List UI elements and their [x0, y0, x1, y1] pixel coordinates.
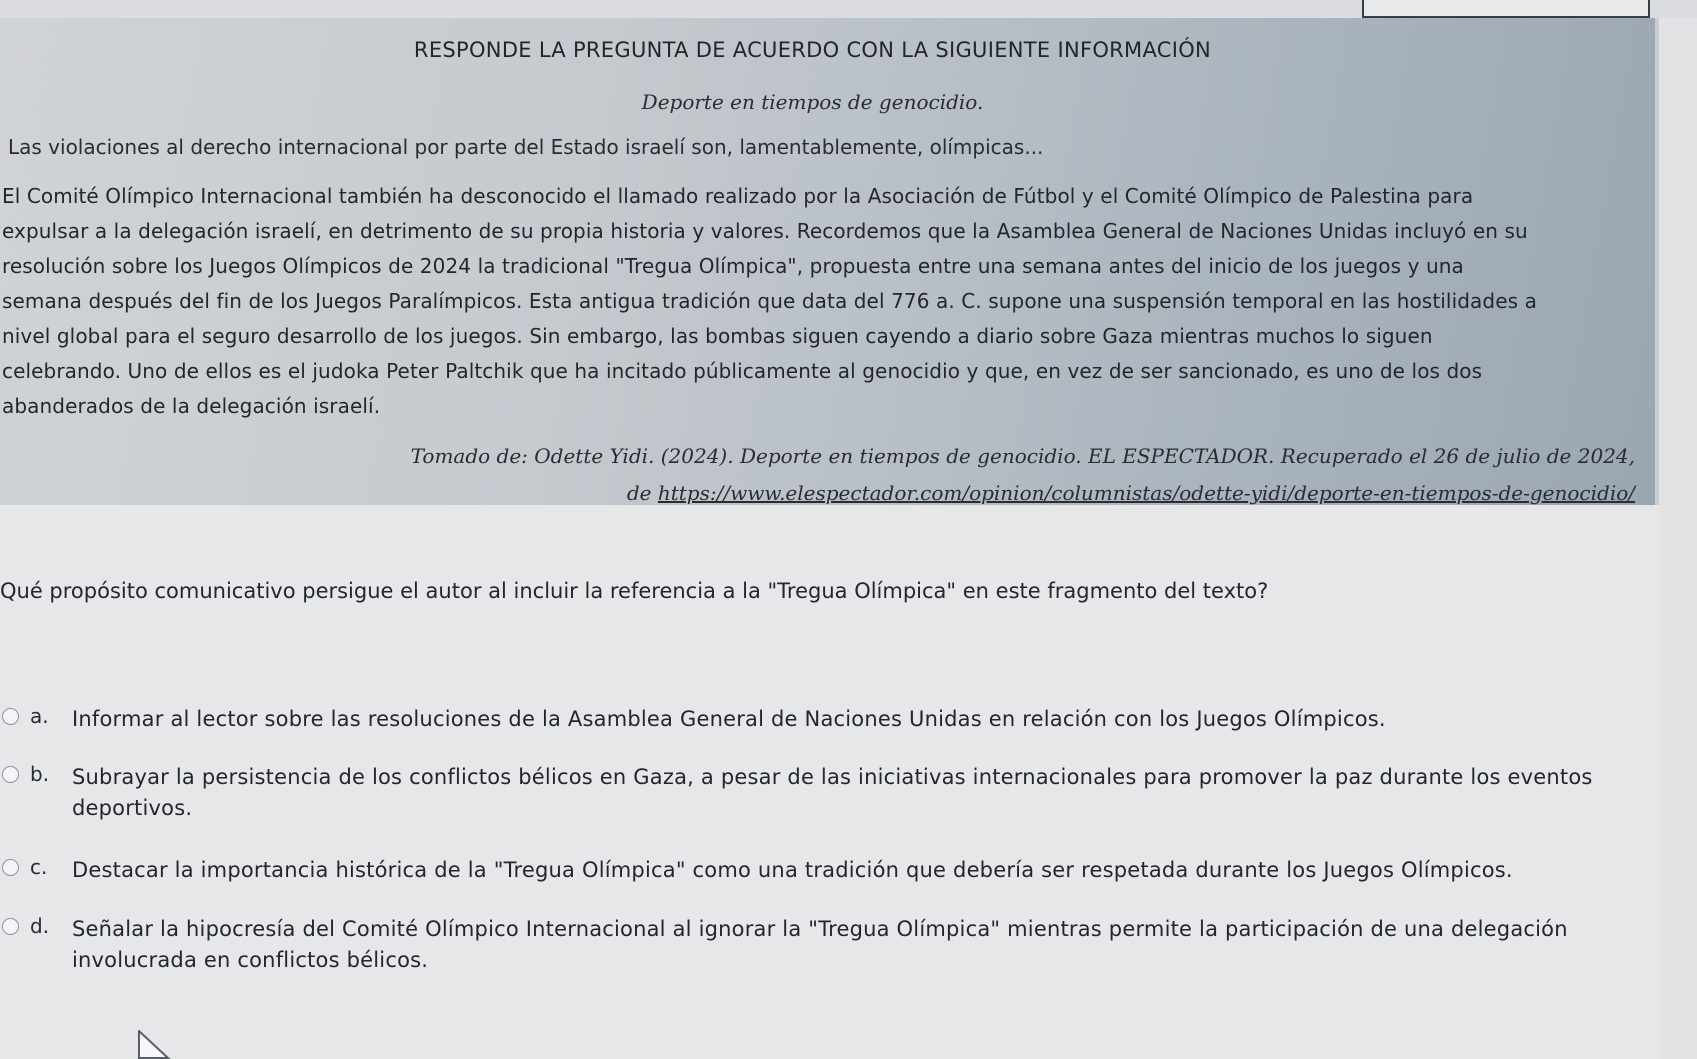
question-text: Qué propósito comunicativo persigue el autor al incluir la referencia a la "Tregua Olímpica" en este fragmento del texto? — [0, 579, 1269, 603]
top-tab-button[interactable] — [1362, 0, 1650, 18]
page-edge — [1659, 18, 1697, 1059]
article-line: celebrando. Uno de ellos es el judoka Peter Paltchik que ha incitado públicamente al genocidio y que, en vez de ser sancionado, es uno de los dos — [2, 359, 1483, 383]
source-link[interactable]: https://www.elespectador.com/opinion/columnistas/odette-yidi/deporte-en-tiempos-de-genocidio/ — [657, 481, 1635, 505]
source-prefix: de — [626, 481, 658, 505]
article-line: semana después del fin de los Juegos Paralímpicos. Esta antigua tradición que data del 776 a. C. supone una suspensión temporal en las hostilidades a — [2, 289, 1537, 313]
article-line: abanderados de la delegación israelí. — [2, 394, 381, 418]
option-letter: c. — [30, 855, 48, 879]
option-text: Destacar la importancia histórica de la "Tregua Olímpica" como una tradición que debería ser respetada durante los Juegos Olímpicos. — [72, 858, 1513, 882]
radio-button-icon[interactable] — [2, 708, 19, 725]
article-line: resolución sobre los Juegos Olímpicos de 2024 la tradicional "Tregua Olímpica", propuesta entre una semana antes del inicio de los juegos y una — [2, 254, 1464, 278]
article-intro: Las violaciones al derecho internacional por parte del Estado israelí son, lamentablemente, olímpicas... — [8, 135, 1044, 159]
article-line: nivel global para el seguro desarrollo de los juegos. Sin embargo, las bombas siguen cayendo a diario sobre Gaza mientras muchos lo siguen — [2, 324, 1433, 348]
article-line: expulsar a la delegación israelí, en detrimento de su propia historia y valores. Recordemos que la Asamblea General de Naciones Unidas incluyó en su — [2, 219, 1528, 243]
instruction-header: RESPONDE LA PREGUNTA DE ACUERDO CON LA SIGUIENTE INFORMACIÓN — [413, 38, 1212, 62]
radio-button-icon[interactable] — [2, 859, 19, 876]
option-letter: a. — [30, 704, 49, 728]
mouse-pointer-icon — [137, 1030, 171, 1059]
radio-button-icon[interactable] — [2, 918, 19, 935]
option-text: Subrayar la persistencia de los conflictos bélicos en Gaza, a pesar de las iniciativas internacionales para promover la paz durante los eventos deportivos. — [72, 765, 1593, 820]
radio-button-icon[interactable] — [2, 766, 19, 783]
option-letter: d. — [30, 914, 50, 938]
article-line: El Comité Olímpico Internacional también ha desconocido el llamado realizado por la Asociación de Fútbol y el Comité Olímpico de Palestina para — [2, 184, 1474, 208]
option-text: Informar al lector sobre las resoluciones de la Asamblea General de Naciones Unidas en relación con los Juegos Olímpicos. — [72, 707, 1386, 731]
article-title: Deporte en tiempos de genocidio. — [641, 90, 984, 114]
option-letter: b. — [30, 762, 50, 786]
option-text: Señalar la hipocresía del Comité Olímpico Internacional al ignorar la "Tregua Olímpica" mientras permite la participación de una delegación involucrada en conflictos bélicos. — [72, 917, 1568, 972]
source-citation: Tomado de: Odette Yidi. (2024). Deporte en tiempos de genocidio. EL ESPECTADOR. Recuperado el 26 de julio de 2024, — [410, 444, 1635, 468]
source-url-line — [627, 481, 1635, 505]
